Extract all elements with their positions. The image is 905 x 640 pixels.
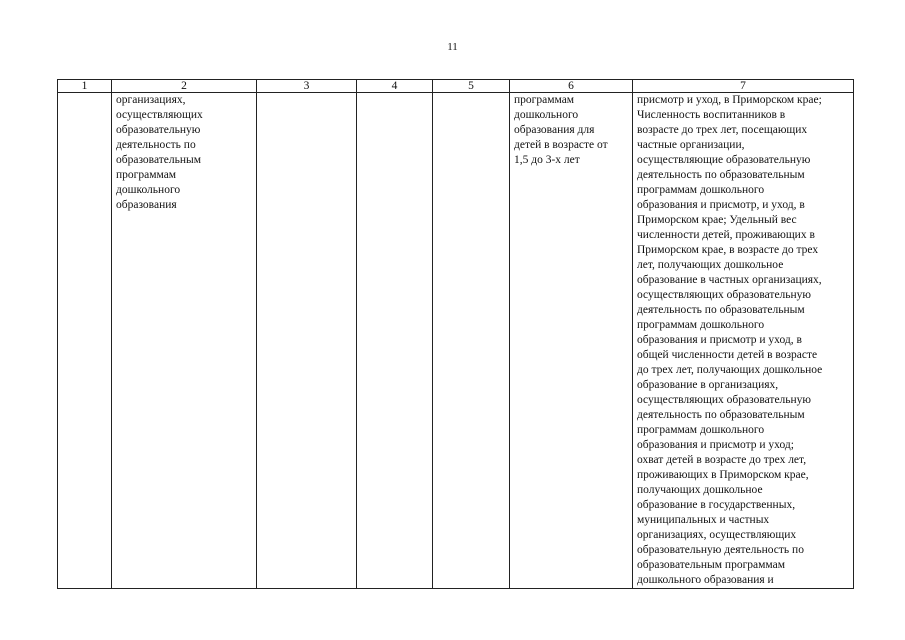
column-header-3: 3	[257, 80, 357, 93]
column-header-1: 1	[58, 80, 112, 93]
column-header-2: 2	[112, 80, 257, 93]
cell-col-2: организациях, осуществляющих образовательную деятельность по образовательным программам дошкольного образования	[112, 93, 257, 589]
cell-col-1	[58, 93, 112, 589]
cell-col-4	[357, 93, 433, 589]
cell-col-7: присмотр и уход, в Приморском крае; Численность воспитанников в возрасте до трех лет, посещающих частные организации, осуществляющие образовательную деятельность по образовательным программам дошкольного образования и присмотр, и уход, в Приморском крае; Удельный вес численности детей, проживающих в Приморском крае, в возрасте до трех лет, получающих дошкольное образование в частных организациях, осуществляющих образовательную деятельность по образовательным программам дошкольного образования и присмотр и уход, в общей численности детей в возрасте до трех лет, получающих дошкольное образование в организациях, осуществляющих образовательную деятельность по образовательным программам дошкольного образования и присмотр и уход; охват детей в возрасте до трех лет, проживающих в Приморском крае, получающих дошкольное образование в государственных, муниципальных и частных организациях, осуществляющих образовательную деятельность по образовательным программам дошкольного образования и	[633, 93, 854, 589]
page-number: 11	[447, 41, 458, 53]
column-header-6: 6	[510, 80, 633, 93]
table-row	[58, 93, 854, 589]
header-row	[58, 80, 854, 93]
column-header-7: 7	[633, 80, 854, 93]
column-header-4: 4	[357, 80, 433, 93]
cell-col-6: программам дошкольного образования для детей в возрасте от 1,5 до 3-х лет	[510, 93, 633, 589]
data-table	[57, 79, 854, 589]
cell-col-5	[433, 93, 510, 589]
cell-col-3	[257, 93, 357, 589]
column-header-5: 5	[433, 80, 510, 93]
